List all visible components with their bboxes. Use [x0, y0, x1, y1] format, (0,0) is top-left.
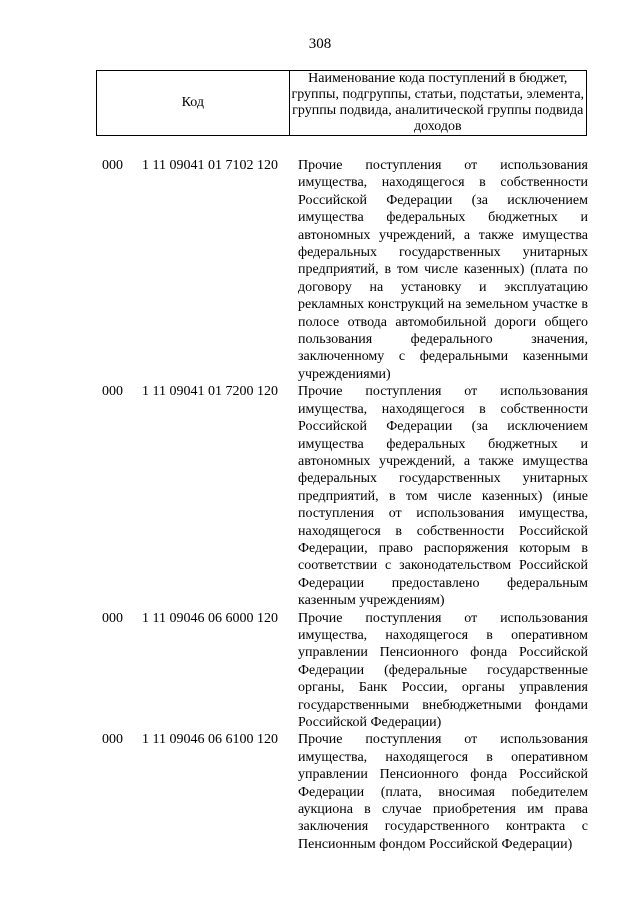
table-row — [0, 731, 640, 853]
table-row — [0, 383, 640, 609]
income-description: Прочие поступления от использования имущества, находящегося в собственности Российской Федерации (за исключением имущества федеральных бюджетных и автономных учреждений, а также имущества федеральных государственных унитарных предприятий, в том числе казенных) (плата по договору на установку и эксплуатацию рекламных конструкций на земельном участке в полосе отвода автомобильной дороги общего пользования федерального значения, заключенному с федеральными казенными учреждениями) — [298, 158, 588, 382]
admin-code: 000 — [102, 610, 123, 626]
name-column-header: Наименование кода поступлений в бюджет, группы, подгруппы, статьи, подстатьи, элемента, группы подвида, аналитической группы подвида доходов — [289, 71, 586, 136]
budget-classification-code: 1 11 09046 06 6100 120 — [142, 732, 278, 748]
admin-code: 000 — [102, 732, 123, 748]
entries-list — [0, 157, 640, 853]
income-description: Прочие поступления от использования имущества, находящегося в оперативном управлении Пенсионного фонда Российской Федерации (плата, вносимая победителем аукциона в случае приобретения им права заключения государственного контракта с Пенсионным фондом Российской Федерации) — [298, 732, 588, 852]
table-row — [0, 610, 640, 732]
income-description: Прочие поступления от использования имущества, находящегося в собственности Российской Федерации (за исключением имущества федеральных бюджетных и автономных учреждений, а также имущества федеральных государственных унитарных предприятий, в том числе казенных) (иные поступления от использования имущества, находящегося в собственности Российской Федерации, право распоряжения которым в соответствии с законодательством Российской Федерации предоставлено федеральным казенным учреждениям) — [298, 384, 588, 609]
budget-classification-code: 1 11 09041 01 7200 120 — [142, 384, 278, 400]
admin-code: 000 — [102, 384, 123, 400]
income-description: Прочие поступления от использования имущества, находящегося в оперативном управлении Пенсионного фонда Российской Федерации (федеральные государственные органы, Банк России, органы управления государственными внебюджетными фондами Российской Федерации) — [298, 610, 588, 730]
page-number: 308 — [308, 36, 332, 52]
table-header — [96, 70, 587, 136]
budget-classification-code: 1 11 09041 01 7102 120 — [142, 158, 278, 173]
budget-classification-code: 1 11 09046 06 6000 120 — [142, 610, 278, 626]
table-row — [0, 157, 640, 383]
code-column-header: Код — [97, 71, 290, 136]
admin-code: 000 — [102, 158, 123, 173]
